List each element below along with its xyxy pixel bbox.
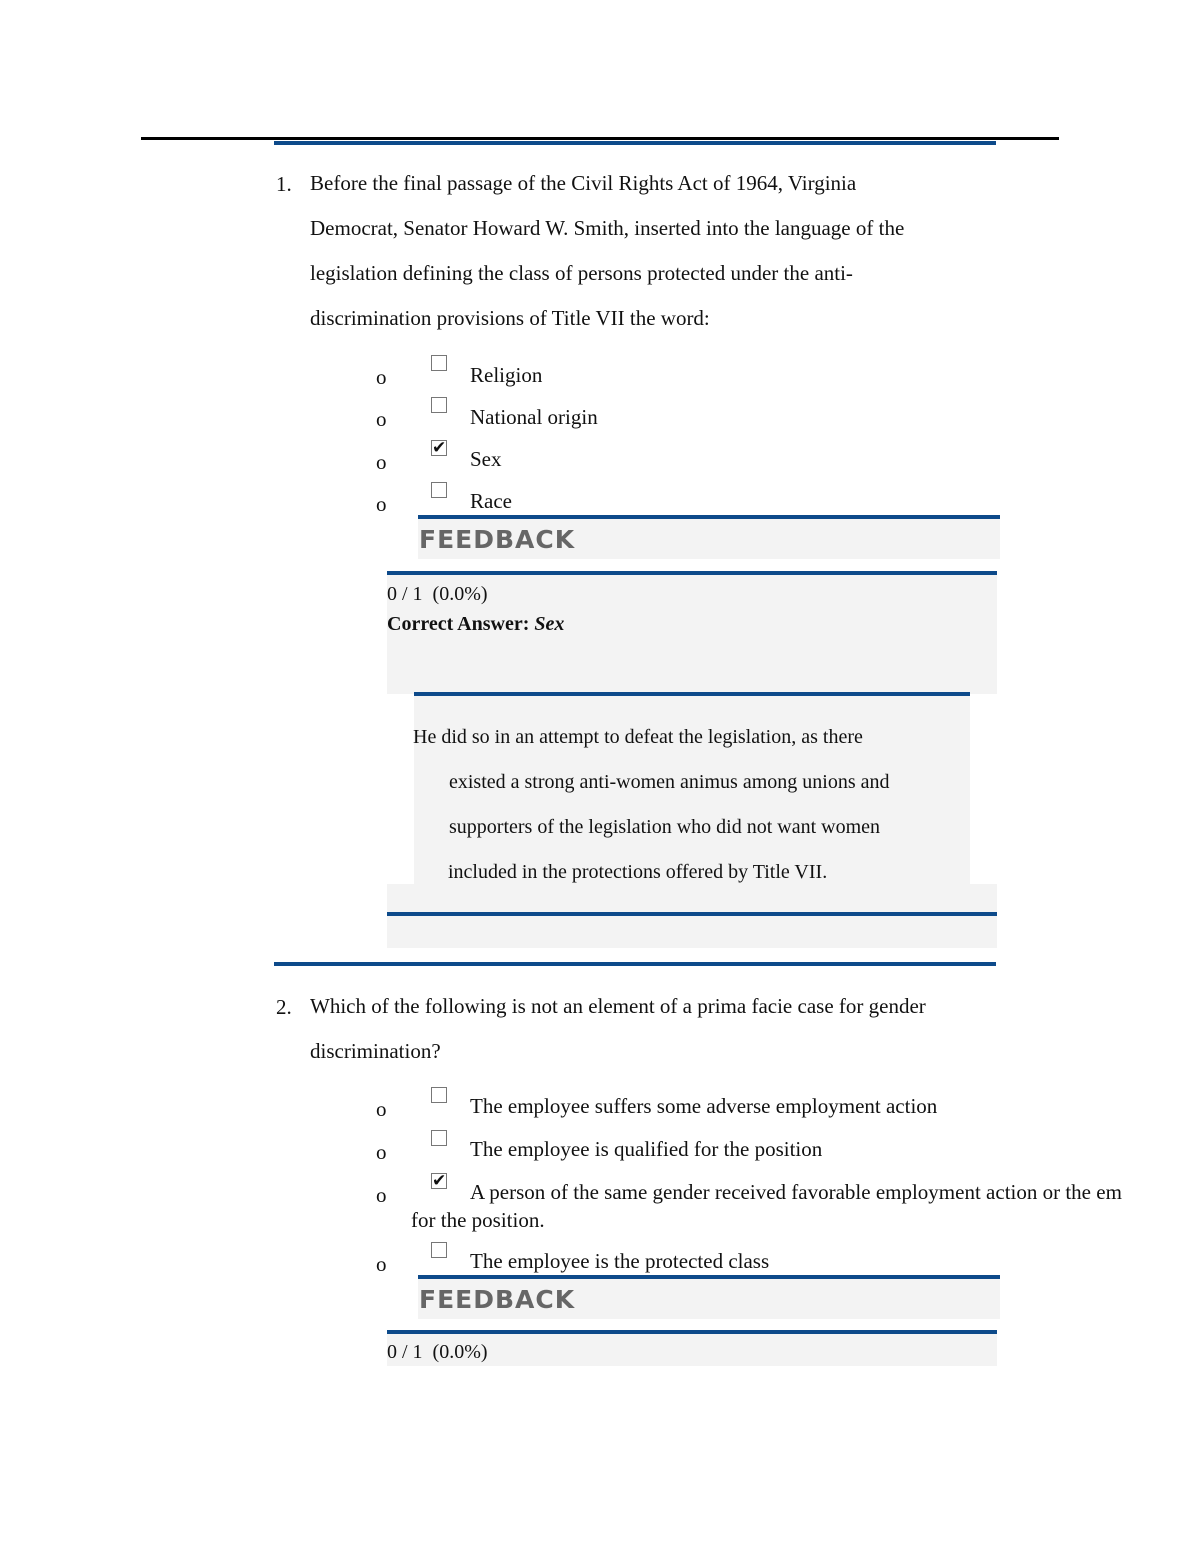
option-label: National origin (470, 405, 598, 429)
question-1-text-line: legislation defining the class of persons protected under the anti- (310, 261, 853, 285)
option-label: The employee is qualified for the position (470, 1137, 823, 1161)
explanation-line: existed a strong anti-women animus among unions and (449, 771, 890, 793)
question-2-text (310, 984, 1000, 1074)
option-checkbox[interactable] (431, 1130, 447, 1146)
option-bullet: o (376, 450, 387, 474)
question-1-text-line: Democrat, Senator Howard W. Smith, inserted into the language of the (310, 216, 905, 240)
feedback-score: 0 / 1 (0.0%) (387, 1341, 488, 1363)
feedback-score: 0 / 1 (0.0%) (387, 583, 488, 605)
option-bullet: o (376, 407, 387, 431)
question-1-text (310, 161, 990, 341)
correct-answer-value: Sex (534, 613, 565, 635)
question-2-text-line: discrimination? (310, 1039, 441, 1063)
option-label-continued: for the position. (411, 1208, 545, 1232)
option-label: A person of the same gender received favorable employment action or the em (470, 1180, 1122, 1204)
option-label: Religion (470, 363, 543, 387)
option-bullet: o (376, 492, 387, 516)
option-bullet: o (376, 1097, 387, 1121)
option-bullet: o (376, 1183, 387, 1207)
option-label: The employee is the protected class (470, 1249, 770, 1273)
feedback-footer (387, 916, 997, 948)
option-label: The employee suffers some adverse employment action (470, 1094, 938, 1118)
question-1-top-rule (274, 141, 996, 145)
option-checkbox[interactable] (431, 482, 447, 498)
option-label: Sex (470, 447, 502, 471)
question-1-text-line: Before the final passage of the Civil Rights Act of 1964, Virginia (310, 171, 857, 195)
option-checkbox-checked[interactable]: ✔ (432, 438, 447, 458)
option-checkbox[interactable] (431, 355, 447, 371)
question-2-top-rule (274, 962, 996, 966)
feedback-title: FEEDBACK (419, 1285, 576, 1314)
option-checkbox-checked[interactable]: ✔ (432, 1171, 447, 1191)
page-top-rule (141, 137, 1059, 140)
question-2-number: 2. (276, 995, 292, 1019)
feedback-panel (387, 575, 997, 694)
question-2-text-line: Which of the following is not an element of a prima facie case for gender (310, 994, 926, 1018)
option-bullet: o (376, 1140, 387, 1164)
feedback-title: FEEDBACK (419, 525, 576, 554)
option-label: Race (470, 489, 512, 513)
feedback-header (418, 1279, 1000, 1319)
question-1-text-line: discrimination provisions of Title VII the word: (310, 306, 710, 330)
explanation-line: supporters of the legislation who did not want women (449, 816, 881, 838)
option-checkbox[interactable] (431, 1242, 447, 1258)
option-bullet: o (376, 1252, 387, 1276)
correct-answer-label: Correct Answer: (387, 613, 530, 635)
option-checkbox[interactable] (431, 1087, 447, 1103)
question-1-number: 1. (276, 172, 292, 196)
correct-answer (387, 613, 564, 636)
option-bullet: o (376, 365, 387, 389)
explanation (413, 715, 973, 895)
feedback-panel-bottom (387, 884, 997, 912)
option-checkbox[interactable] (431, 397, 447, 413)
explanation-line: He did so in an attempt to defeat the legislation, as there (413, 726, 863, 748)
feedback-header (418, 519, 1000, 559)
feedback-panel (387, 1334, 997, 1366)
explanation-line: included in the protections offered by Title VII. (448, 861, 828, 883)
